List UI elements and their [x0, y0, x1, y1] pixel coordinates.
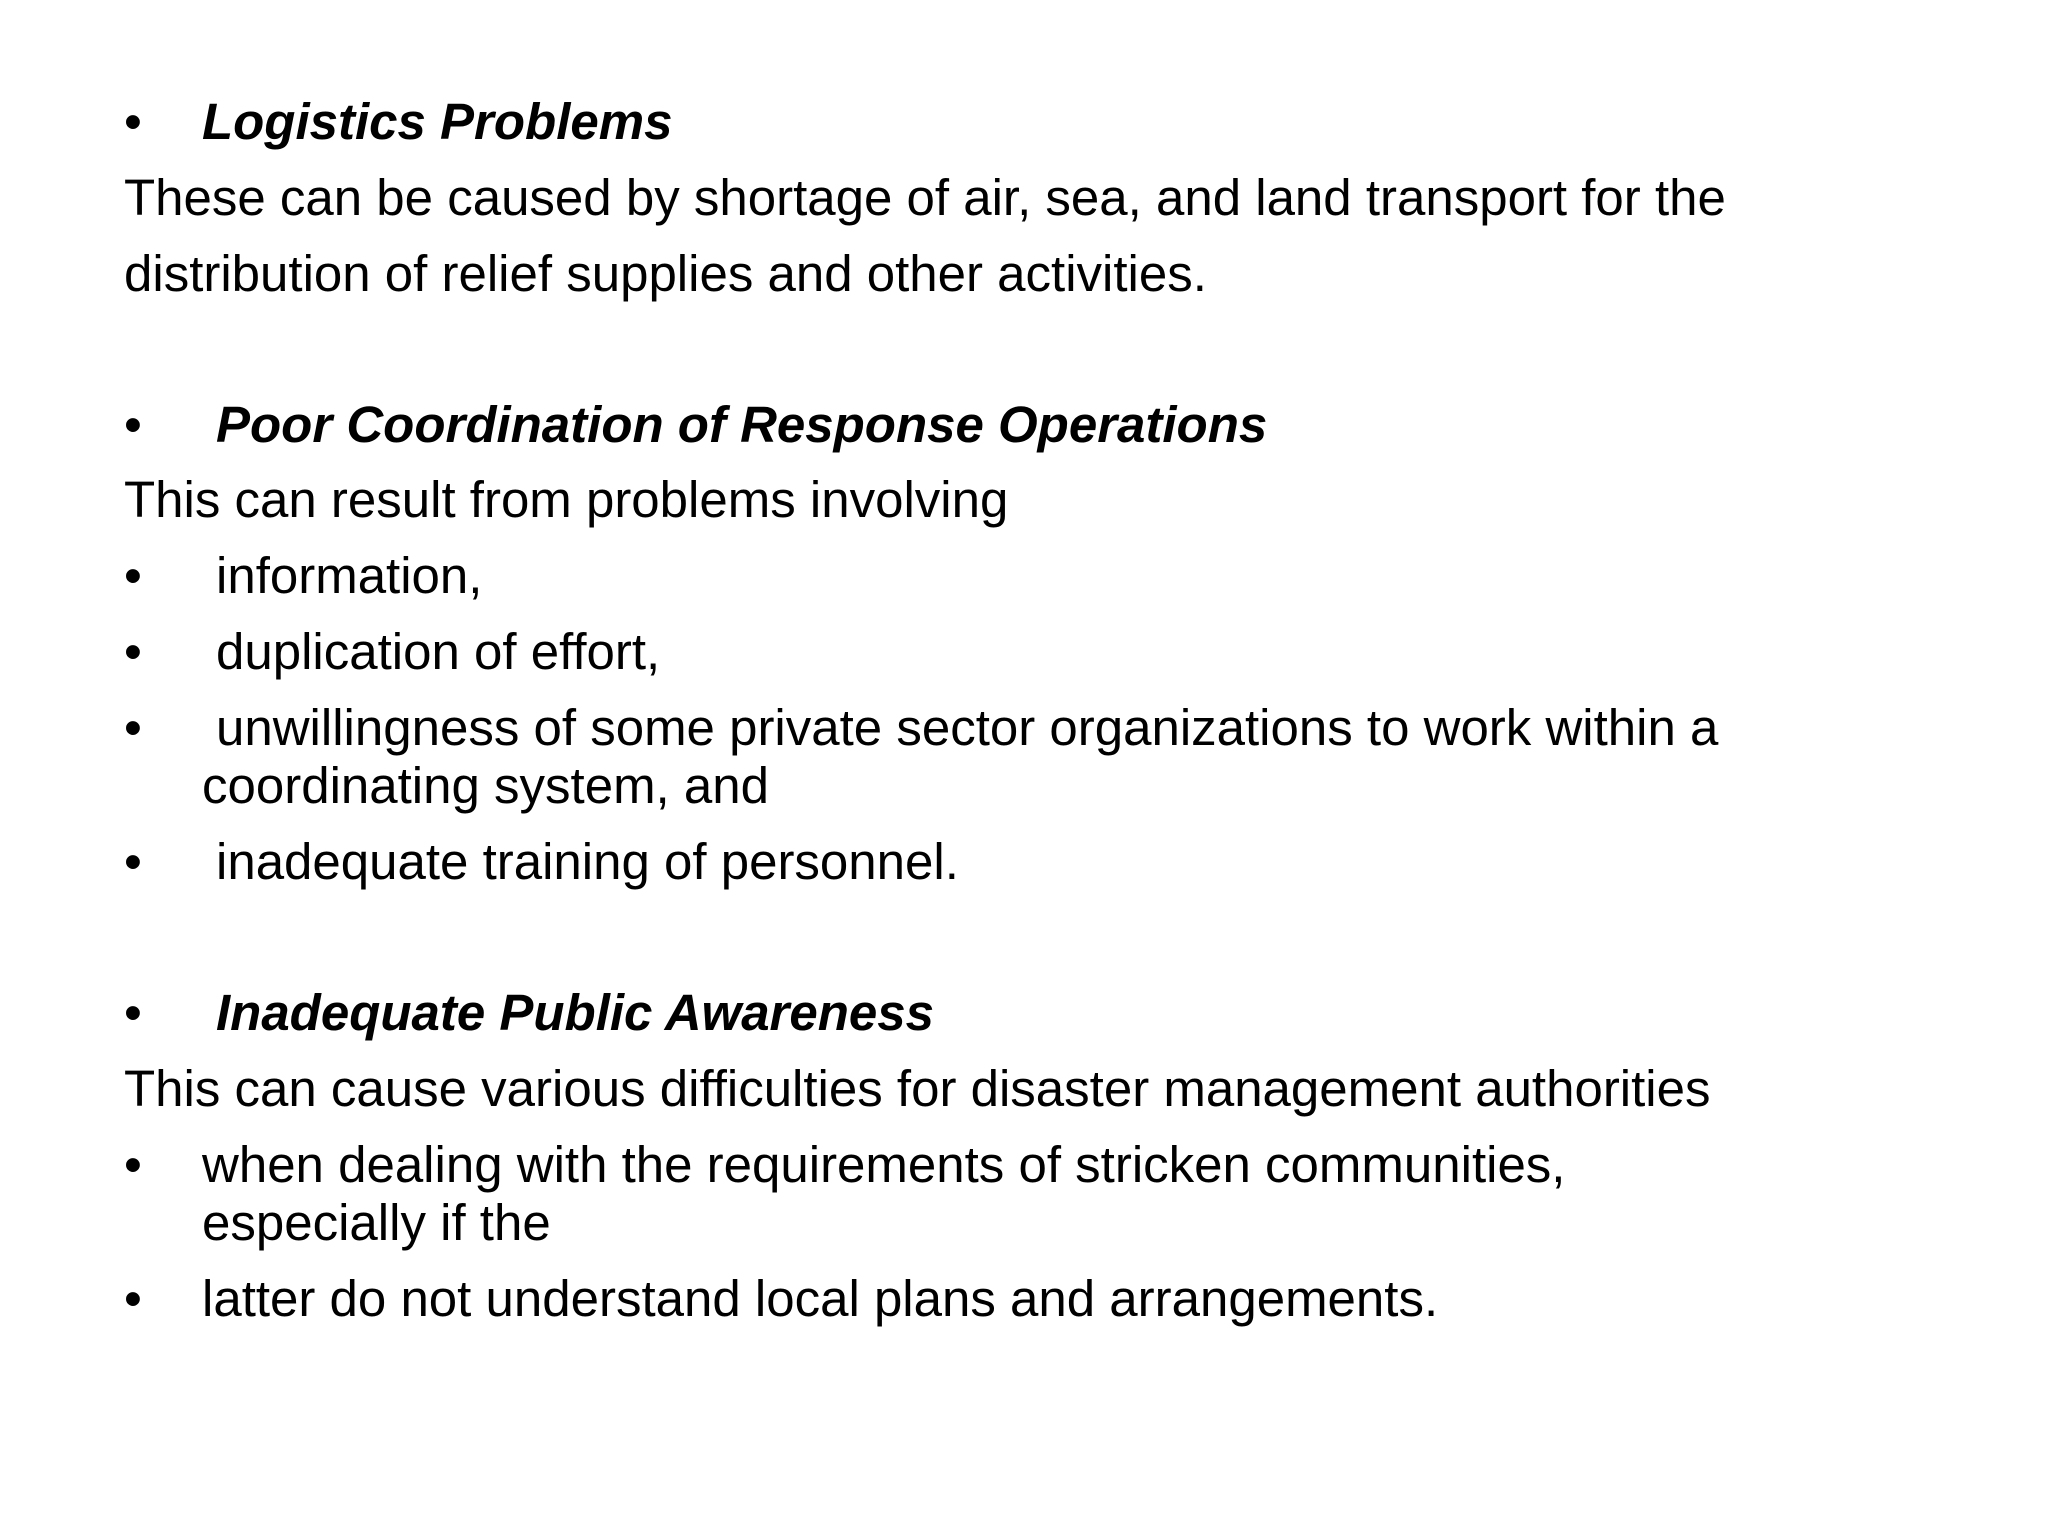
bullet-icon: •: [124, 699, 142, 756]
list-item: unwillingness of some private sector organizations to work within a: [216, 699, 1719, 756]
section-intro: This can result from problems involving: [124, 471, 1009, 528]
section-heading-logistics: Logistics Problems: [202, 93, 673, 150]
section-heading-coordination: Poor Coordination of Response Operations: [216, 396, 1268, 453]
list-item: latter do not understand local plans and arrangements.: [202, 1270, 1439, 1327]
body-line: distribution of relief supplies and other activities.: [124, 245, 1207, 302]
bullet-icon: •: [124, 396, 142, 453]
list-item: inadequate training of personnel.: [216, 833, 959, 890]
bullet-icon: •: [124, 1270, 142, 1327]
list-item: when dealing with the requirements of stricken communities,: [202, 1136, 1566, 1193]
bullet-icon: •: [124, 984, 142, 1041]
list-item-continuation: coordinating system, and: [202, 757, 769, 814]
section-intro: This can cause various difficulties for disaster management authorities: [124, 1060, 1711, 1117]
bullet-icon: •: [124, 623, 142, 680]
list-item: information,: [216, 547, 483, 604]
section-heading-awareness: Inadequate Public Awareness: [216, 984, 935, 1041]
list-item-continuation: especially if the: [202, 1194, 551, 1251]
bullet-icon: •: [124, 547, 142, 604]
bullet-icon: •: [124, 833, 142, 890]
body-line: These can be caused by shortage of air, sea, and land transport for the: [124, 169, 1726, 226]
bullet-icon: •: [124, 1136, 142, 1193]
bullet-icon: •: [124, 93, 142, 150]
list-item: duplication of effort,: [216, 623, 661, 680]
